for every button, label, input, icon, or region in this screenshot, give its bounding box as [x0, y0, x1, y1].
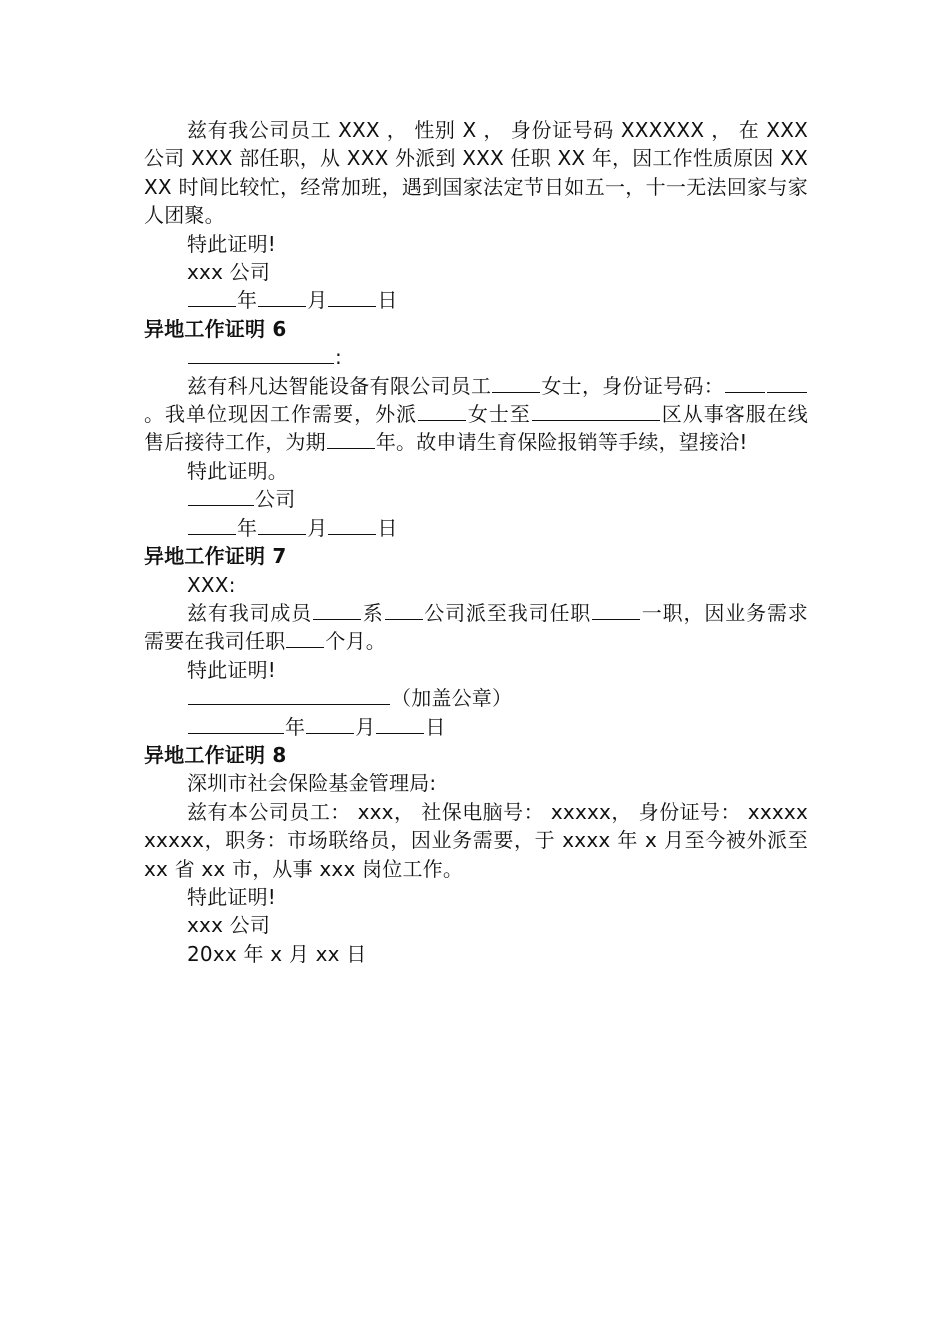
- section6-company: 公司: [144, 485, 808, 513]
- section5-date: 年 月 日: [144, 286, 808, 314]
- blank-line: [188, 516, 236, 535]
- blank-line: [767, 374, 807, 393]
- section6-title: 异地工作证明 6: [144, 316, 287, 341]
- blank-line: [188, 345, 334, 364]
- blank-line: [188, 686, 390, 705]
- section6-date: 年 月 日: [144, 514, 808, 542]
- section5-company: xxx 公司: [187, 260, 271, 285]
- section7-paragraph: 兹有我司成员 系 公司派至我司任职 一职，因业务需求需要在我司任职 个月。: [144, 600, 808, 654]
- blank-line: [327, 430, 375, 449]
- section8-closing: 特此证明!: [187, 884, 277, 909]
- blank-line: [376, 715, 424, 734]
- section7-closing: 特此证明!: [187, 657, 277, 682]
- section7-title: 异地工作证明 7: [144, 544, 287, 569]
- blank-line: [188, 715, 284, 734]
- blank-line: [385, 601, 423, 620]
- blank-line: [188, 288, 236, 307]
- blank-line: [328, 288, 376, 307]
- section6-addressee: :: [144, 343, 808, 371]
- blank-line: [306, 715, 354, 734]
- section7-addressee: XXX:: [187, 572, 236, 597]
- blank-line: [328, 516, 376, 535]
- section8-paragraph: 兹有本公司员工： xxx， 社保电脑号： xxxxx， 身份证号： xxxxxxxxxx，职务：市场联络员，因业务需要，于 xxxx 年 x 月至今被外派至 xx 省 xx 市，从事 xxx 岗位工作。: [144, 799, 808, 881]
- blank-line: [725, 374, 765, 393]
- blank-line: [188, 487, 254, 506]
- section8-date: 20xx 年 x 月 xx 日: [187, 941, 367, 966]
- blank-line: [532, 402, 660, 421]
- blank-line: [592, 601, 640, 620]
- blank-line: [286, 629, 324, 648]
- blank-line: [492, 374, 540, 393]
- section6-paragraph: 兹有科凡达智能设备有限公司员工 女士，身份证号码：。我单位现因工作需要，外派 女士至 区从事客服在线售后接待工作，为期 年。故申请生育保险报销等手续，望接洽!: [144, 373, 809, 455]
- section8-company: xxx 公司: [187, 913, 271, 938]
- section7-date: 年 月 日: [144, 713, 808, 741]
- section8-title: 异地工作证明 8: [144, 742, 287, 767]
- section5-paragraph: 兹有我公司员工 XXX ， 性别 X ， 身份证号码 XXXXXX ， 在 XXX 公司 XXX 部任职，从 XXX 外派到 XXX 任职 XX 年，因工作性质原因 XXXX 时间比较忙，经常加班，遇到国家法定节日如五一，十一无法回家与家人团聚。: [144, 118, 808, 228]
- section5-closing: 特此证明!: [187, 231, 277, 256]
- section7-seal: （加盖公章）: [144, 684, 808, 712]
- document-body: [144, 116, 808, 968]
- blank-line: [258, 516, 306, 535]
- section6-closing: 特此证明。: [187, 458, 288, 483]
- blank-line: [418, 402, 466, 421]
- blank-line: [258, 288, 306, 307]
- section8-addressee: 深圳市社会保险基金管理局:: [187, 771, 437, 796]
- blank-line: [313, 601, 361, 620]
